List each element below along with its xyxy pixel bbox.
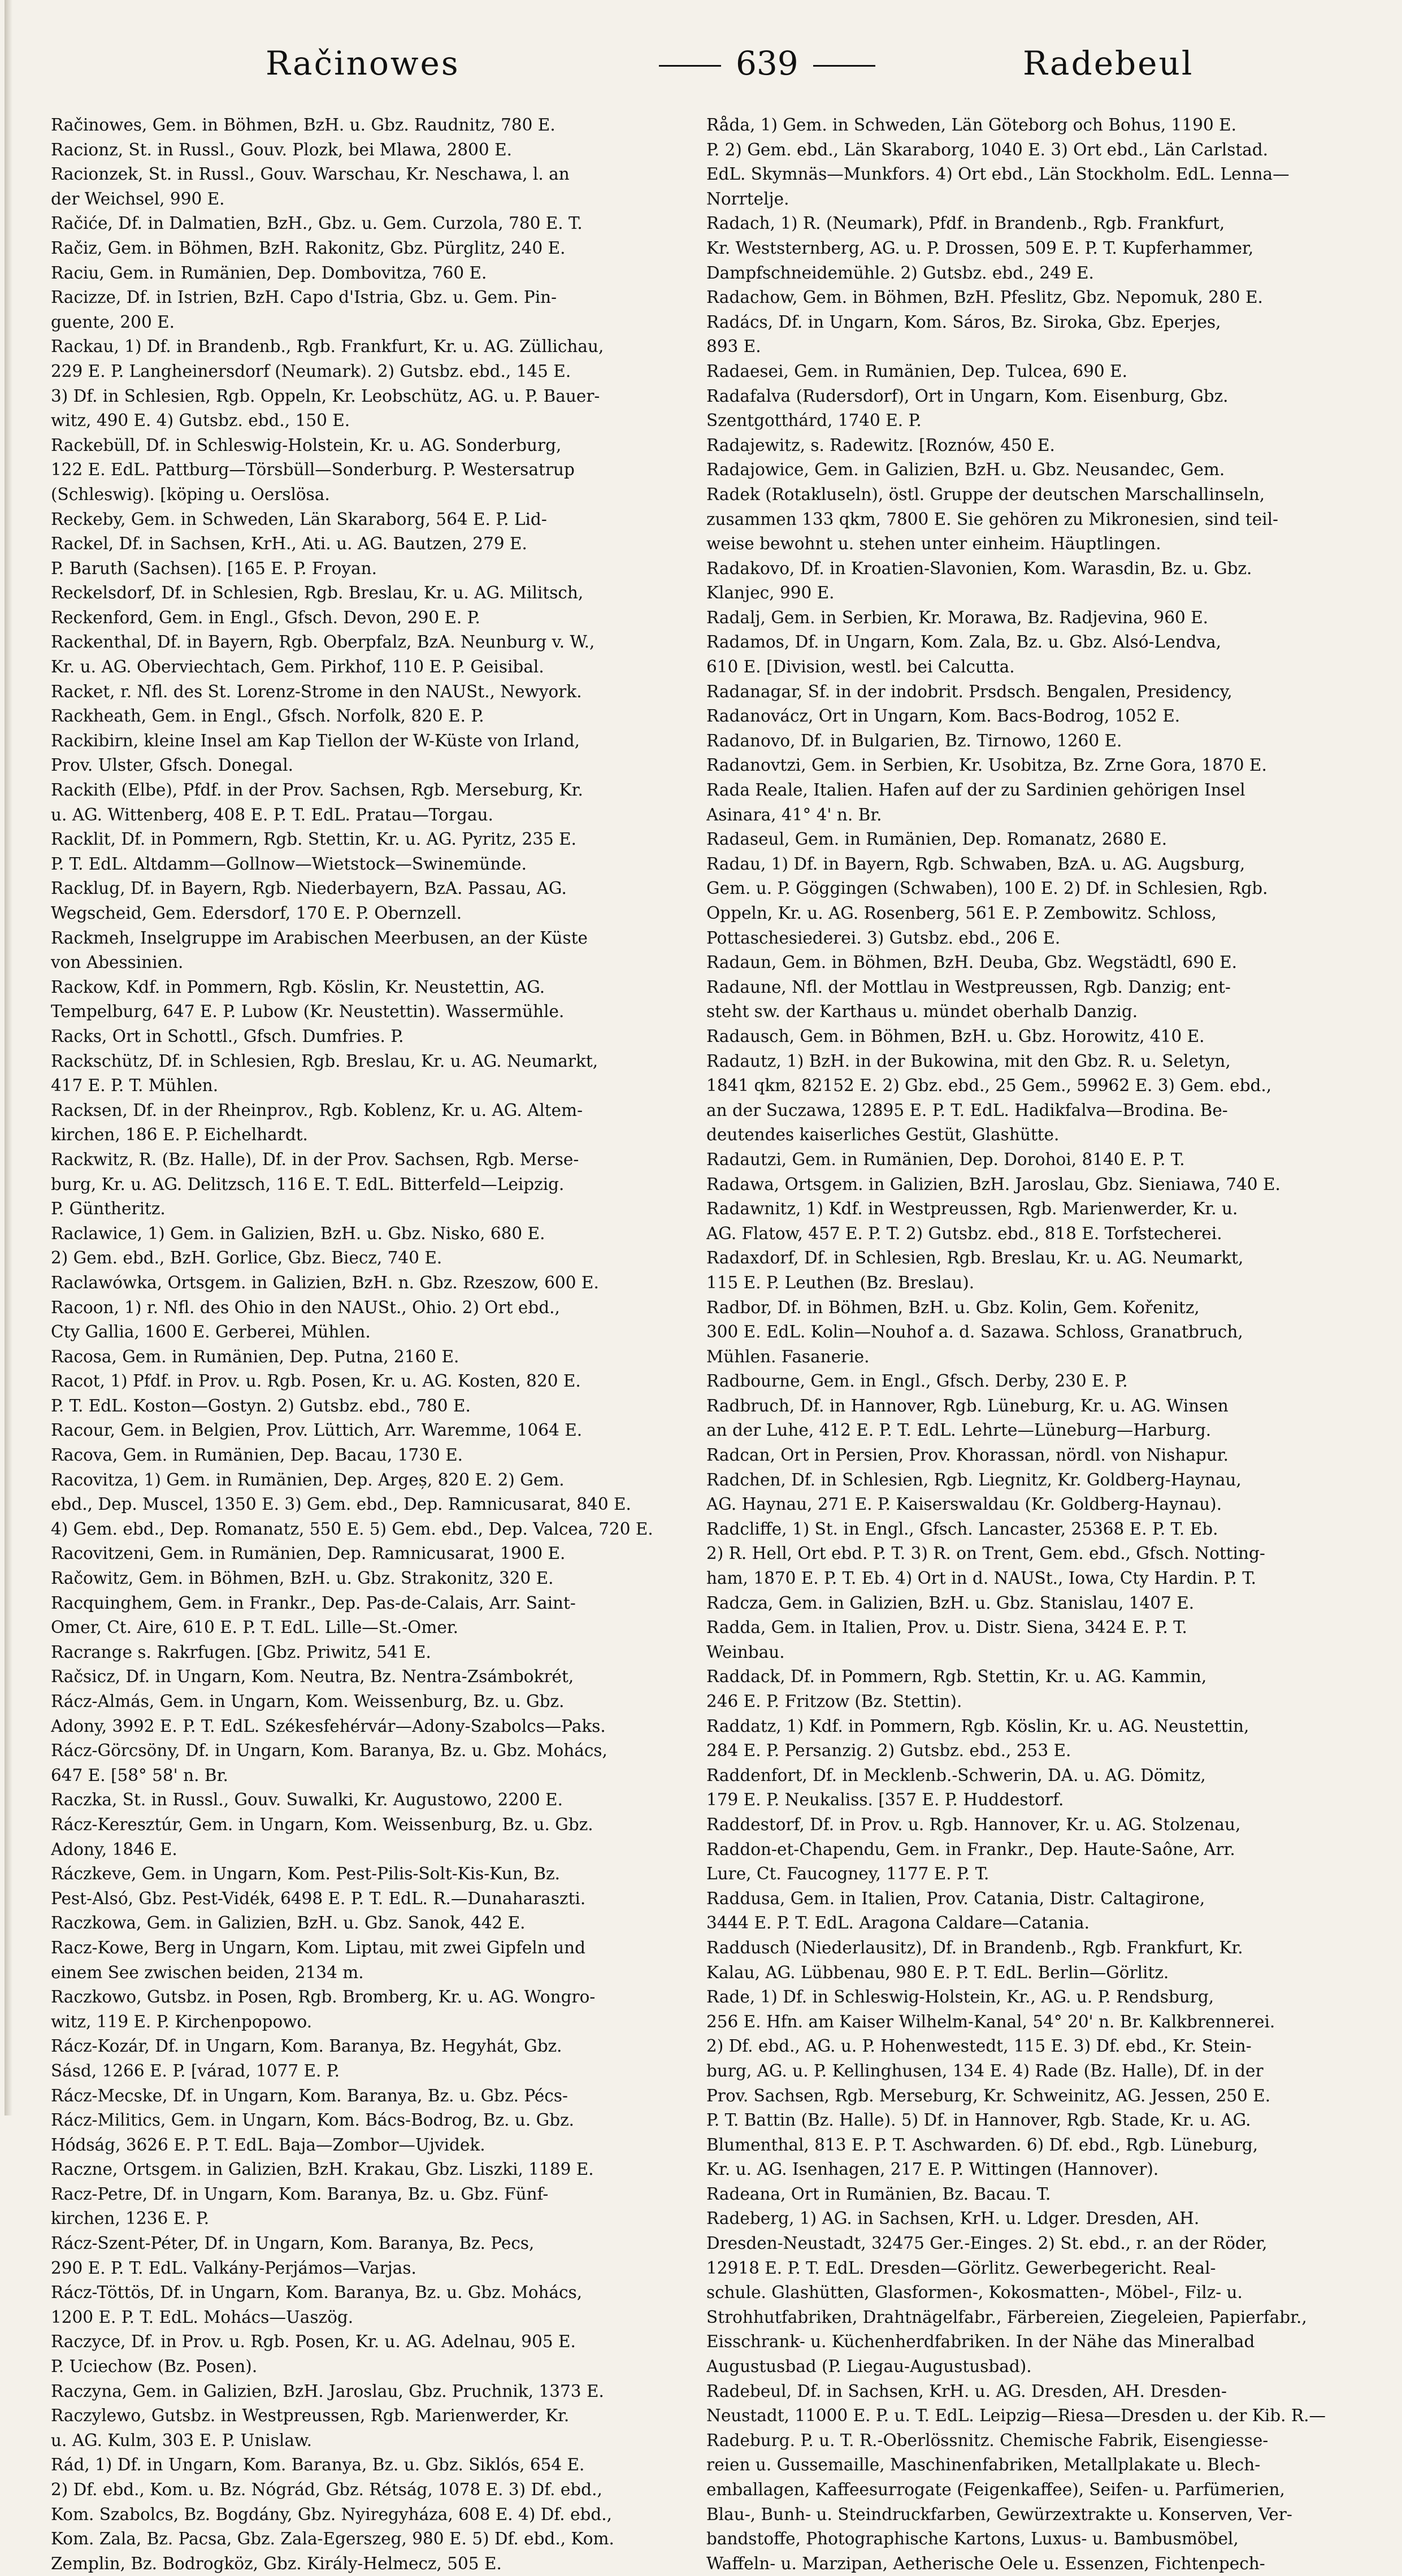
entry-line: Racksen, Df. in der Rheinprov., Rgb. Koblenz, Kr. u. AG. Altem- xyxy=(51,1100,583,1120)
entry-line: Radaxdorf, Df. in Schlesien, Rgb. Breslau, Kr. u. AG. Neumarkt, xyxy=(706,1248,1244,1268)
entry-line: witz, 119 E. P. Kirchenpopowo. xyxy=(51,2012,312,2031)
entry-line: Waffeln- u. Marzipan, Aetherische Oele u. Essenzen, Fichtenpech- xyxy=(706,2553,1265,2573)
entry-line: 284 E. P. Persanzig. 2) Gutsbz. ebd., 253 E. xyxy=(706,1741,1071,1761)
entry-line: Raczkowo, Gutsbz. in Posen, Rgb. Bromberg, Kr. u. AG. Wongro- xyxy=(51,1987,596,2007)
entry-line: Rackau, 1) Df. in Brandenb., Rgb. Frankfurt, Kr. u. AG. Züllichau, xyxy=(51,337,604,357)
entry-line: (Schleswig). [köping u. Oerslösa. xyxy=(51,484,330,504)
entry-line: Tempelburg, 647 E. P. Lubow (Kr. Neustettin). Wassermühle. xyxy=(51,1002,565,1022)
entry-line: Pottaschesiederei. 3) Gutsbz. ebd., 206 E. xyxy=(706,928,1061,948)
entry-line: Rácz-Keresztúr, Gem. in Ungarn, Kom. Weissenburg, Bz. u. Gbz. xyxy=(51,1814,593,1834)
entry-line: Radcliffe, 1) St. in Engl., Gfsch. Lancaster, 25368 E. P. T. Eb. xyxy=(706,1519,1218,1539)
entry-line: Radeberg, 1) AG. in Sachsen, KrH. u. Ldger. Dresden, AH. xyxy=(706,2209,1200,2229)
entry-line: Racz-Kowe, Berg in Ungarn, Kom. Liptau, mit zwei Gipfeln und xyxy=(51,1938,585,1957)
entry-line: 179 E. P. Neukaliss. [357 E. P. Huddestorf. xyxy=(706,1790,1064,1810)
entry-line: Rada Reale, Italien. Hafen auf der zu Sardinien gehörigen Insel xyxy=(706,780,1245,800)
entry-line: Racizze, Df. in Istrien, BzH. Capo d'Istria, Gbz. u. Gem. Pin- xyxy=(51,288,557,307)
entry-line: Radbourne, Gem. in Engl., Gfsch. Derby, 230 E. P. xyxy=(706,1371,1128,1391)
entry-line: Racklug, Df. in Bayern, Rgb. Niederbayern, BzA. Passau, AG. xyxy=(51,879,567,898)
entry-line: Zemplin, Bz. Bodrogköz, Gbz. Király-Helmecz, 505 E. xyxy=(51,2553,502,2573)
entry-line: Prov. Sachsen, Rgb. Merseburg, Kr. Schweinitz, AG. Jessen, 250 E. xyxy=(706,2086,1271,2105)
entry-line: Radalj, Gem. in Serbien, Kr. Morawa, Bz. Radjevina, 960 E. xyxy=(706,607,1209,627)
entry-line: Radaesei, Gem. in Rumänien, Dep. Tulcea, 690 E. xyxy=(706,361,1127,381)
entry-line: Rácz-Szent-Péter, Df. in Ungarn, Kom. Baranya, Bz. Pecs, xyxy=(51,2234,535,2253)
entry-line: Radács, Df. in Ungarn, Kom. Sáros, Bz. Siroka, Gbz. Eperjes, xyxy=(706,312,1221,332)
entry-line: Omer, Ct. Aire, 610 E. P. T. EdL. Lille—St.-Omer. xyxy=(51,1618,459,1637)
entry-line: Kr. u. AG. Isenhagen, 217 E. P. Wittingen (Hannover). xyxy=(706,2160,1159,2179)
entry-line: Radek (Rotakluseln), östl. Gruppe der deutschen Marschallinseln, xyxy=(706,484,1265,504)
entry-line: P. T. Battin (Bz. Halle). 5) Df. in Hannover, Rgb. Stade, Kr. u. AG. xyxy=(706,2110,1251,2130)
entry-line: Pest-Alsó, Gbz. Pest-Vidék, 6498 E. P. T. EdL. R.—Dunaharaszti. xyxy=(51,1888,586,1908)
entry-line: 115 E. P. Leuthen (Bz. Breslau). xyxy=(706,1272,975,1292)
entry-line: Raddusa, Gem. in Italien, Prov. Catania, Distr. Caltagirone, xyxy=(706,1888,1205,1908)
entry-line: einem See zwischen beiden, 2134 m. xyxy=(51,1962,364,1982)
entry-line: 122 E. EdL. Pattburg—Törsbüll—Sonderburg. P. Westersatrup xyxy=(51,460,575,480)
entry-line: P. Baruth (Sachsen). [165 E. P. Froyan. xyxy=(51,558,377,578)
entry-line: Dresden-Neustadt, 32475 Ger.-Einges. 2) St. ebd., r. an der Röder, xyxy=(706,2234,1268,2253)
entry-line: Radausch, Gem. in Böhmen, BzH. u. Gbz. Horowitz, 410 E. xyxy=(706,1026,1205,1046)
header-last-entry: Radebeul xyxy=(1023,44,1194,82)
entry-line: Rackebüll, Df. in Schleswig-Holstein, Kr. u. AG. Sonderburg, xyxy=(51,435,562,455)
entry-line: an der Luhe, 412 E. P. T. EdL. Lehrte—Lüneburg—Harburg. xyxy=(706,1421,1212,1440)
entry-line: Rackmeh, Inselgruppe im Arabischen Meerbusen, an der Küste xyxy=(51,928,588,948)
entry-line: von Abessinien. xyxy=(51,953,184,972)
entry-line: Racoon, 1) r. Nfl. des Ohio in den NAUSt., Ohio. 2) Ort ebd., xyxy=(51,1297,560,1317)
entry-line: Reckeby, Gem. in Schweden, Län Skaraborg, 564 E. P. Lid- xyxy=(51,509,547,529)
entry-line: Racks, Ort in Schottl., Gfsch. Dumfries. P. xyxy=(51,1026,404,1046)
entry-line: Asinara, 41° 4' n. Br. xyxy=(706,805,882,824)
entry-line: guente, 200 E. xyxy=(51,312,175,332)
entry-line: Rackheath, Gem. in Engl., Gfsch. Norfolk, 820 E. P. xyxy=(51,706,484,726)
entry-line: Oppeln, Kr. u. AG. Rosenberg, 561 E. P. Zembowitz. Schloss, xyxy=(706,903,1217,923)
entry-line: Raczyna, Gem. in Galizien, BzH. Jaroslau, Gbz. Pruchnik, 1373 E. xyxy=(51,2381,604,2401)
entry-line: Racova, Gem. in Rumänien, Dep. Bacau, 1730 E. xyxy=(51,1445,463,1465)
header-rule-right xyxy=(813,65,875,67)
entry-line: P. Güntheritz. xyxy=(51,1199,166,1219)
entry-line: Kr. Weststernberg, AG. u. P. Drossen, 509 E. P. T. Kupferhammer, xyxy=(706,238,1254,258)
entry-line: Augustusbad (P. Liegau-Augustusbad). xyxy=(706,2357,1032,2377)
running-header xyxy=(79,44,1322,106)
entry-line: Racosa, Gem. in Rumänien, Dep. Putna, 2160 E. xyxy=(51,1346,459,1366)
entry-line: Radanovácz, Ort in Ungarn, Kom. Bacs-Bodrog, 1052 E. xyxy=(706,706,1180,726)
entry-line: 256 E. Hfn. am Kaiser Wilhelm-Kanal, 54° 20' n. Br. Kalkbrennerei. xyxy=(706,2012,1275,2031)
entry-line: EdL. Skymnäs—Munkfors. 4) Ort ebd., Län Stockholm. EdL. Lenna— xyxy=(706,164,1290,184)
entry-line: Kom. Szabolcs, Bz. Bogdány, Gbz. Nyiregyháza, 608 E. 4) Df. ebd., xyxy=(51,2504,612,2524)
entry-line: Cty Gallia, 1600 E. Gerberei, Mühlen. xyxy=(51,1322,371,1342)
entry-line: zusammen 133 qkm, 7800 E. Sie gehören zu Mikronesien, sind teil- xyxy=(706,509,1279,529)
entry-line: Radau, 1) Df. in Bayern, Rgb. Schwaben, BzA. u. AG. Augsburg, xyxy=(706,854,1245,874)
entry-line: Radanagar, Sf. in der indobrit. Prsdsch. Bengalen, Presidency, xyxy=(706,681,1232,701)
entry-line: P. Uciechow (Bz. Posen). xyxy=(51,2357,258,2377)
entry-line: Rackenthal, Df. in Bayern, Rgb. Oberpfalz, BzA. Neunburg v. W., xyxy=(51,632,595,652)
entry-line: reien u. Gussemaille, Maschinenfabriken, Metallplakate u. Blech- xyxy=(706,2455,1261,2475)
entry-line: P. 2) Gem. ebd., Län Skaraborg, 1040 E. 3) Ort ebd., Län Carlstad. xyxy=(706,140,1269,159)
entry-line: 893 E. xyxy=(706,337,761,357)
entry-line: P. T. EdL. Altdamm—Gollnow—Wietstock—Swinemünde. xyxy=(51,854,527,874)
entry-line: Raczylewo, Gutsbz. in Westpreussen, Rgb. Marienwerder, Kr. xyxy=(51,2406,570,2426)
entry-line: Reckenford, Gem. in Engl., Gfsch. Devon, 290 E. P. xyxy=(51,607,480,627)
entry-line: Szentgotthárd, 1740 E. P. xyxy=(706,411,922,431)
entry-line: 2) Df. ebd., AG. u. P. Hohenwestedt, 115 E. 3) Df. ebd., Kr. Stein- xyxy=(706,2036,1252,2056)
entry-line: AG. Flatow, 457 E. P. T. 2) Gutsbz. ebd., 818 E. Torfstecherei. xyxy=(706,1223,1222,1243)
entry-line: 1200 E. P. T. EdL. Mohács—Uaszög. xyxy=(51,2307,354,2327)
entry-line: Sásd, 1266 E. P. [várad, 1077 E. P. xyxy=(51,2061,340,2080)
entry-line: 2) Gem. ebd., BzH. Gorlice, Gbz. Biecz, 740 E. xyxy=(51,1248,442,1268)
entry-line: Račiće, Df. in Dalmatien, BzH., Gbz. u. Gem. Curzola, 780 E. T. xyxy=(51,214,583,233)
entry-line: Racionzek, St. in Russl., Gouv. Warschau, Kr. Neschawa, l. an xyxy=(51,164,570,184)
entry-line: Mühlen. Fasanerie. xyxy=(706,1346,870,1366)
entry-line: Rácz-Militics, Gem. in Ungarn, Kom. Bács-Bodrog, Bz. u. Gbz. xyxy=(51,2110,575,2130)
entry-line: 2) Df. ebd., Kom. u. Bz. Nógrád, Gbz. Rétság, 1078 E. 3) Df. ebd., xyxy=(51,2480,602,2499)
entry-line: Radcan, Ort in Persien, Prov. Khorassan, nördl. von Nishapur. xyxy=(706,1445,1229,1465)
entry-line: Raczka, St. in Russl., Gouv. Suwalki, Kr. Augustowo, 2200 E. xyxy=(51,1790,563,1810)
entry-line: Radaseul, Gem. in Rumänien, Dep. Romanatz, 2680 E. xyxy=(706,829,1167,849)
page-edge-shadow xyxy=(5,0,12,2115)
entry-line: Radbruch, Df. in Hannover, Rgb. Lüneburg, Kr. u. AG. Winsen xyxy=(706,1396,1229,1415)
entry-line: schule. Glashütten, Glasformen-, Kokosmatten-, Möbel-, Filz- u. xyxy=(706,2283,1243,2303)
entry-line: Radchen, Df. in Schlesien, Rgb. Liegnitz, Kr. Goldberg-Haynau, xyxy=(706,1470,1242,1489)
entry-line: Raclawówka, Ortsgem. in Galizien, BzH. n. Gbz. Rzeszow, 600 E. xyxy=(51,1272,599,1292)
entry-line: Radafalva (Rudersdorf), Ort in Ungarn, Kom. Eisenburg, Gbz. xyxy=(706,386,1229,406)
entry-line: Rackow, Kdf. in Pommern, Rgb. Köslin, Kr. Neustettin, AG. xyxy=(51,977,545,997)
entry-line: Raciu, Gem. in Rumänien, Dep. Dombovitza, 760 E. xyxy=(51,263,487,283)
entry-line: 4) Gem. ebd., Dep. Romanatz, 550 E. 5) Gem. ebd., Dep. Valcea, 720 E. xyxy=(51,1519,653,1539)
entry-line: Blumenthal, 813 E. P. T. Aschwarden. 6) Df. ebd., Rgb. Lüneburg, xyxy=(706,2135,1258,2154)
entry-line: Raddusch (Niederlausitz), Df. in Brandenb., Rgb. Frankfurt, Kr. xyxy=(706,1938,1243,1957)
header-rule-left xyxy=(659,65,721,67)
entry-line: der Weichsel, 990 E. xyxy=(51,189,225,208)
entry-line: 12918 E. P. T. EdL. Dresden—Görlitz. Gewerbegericht. Real- xyxy=(706,2258,1216,2278)
entry-line: steht sw. der Karthaus u. mündet oberhalb Danzig. xyxy=(706,1002,1138,1022)
entry-line: Racz-Petre, Df. in Ungarn, Kom. Baranya, Bz. u. Gbz. Fünf- xyxy=(51,2184,549,2204)
entry-line: Radanovo, Df. in Bulgarien, Bz. Tirnowo, 1260 E. xyxy=(706,731,1122,750)
entry-line: Raclawice, 1) Gem. in Galizien, BzH. u. Gbz. Nisko, 680 E. xyxy=(51,1223,545,1243)
entry-line: deutendes kaiserliches Gestüt, Glashütte. xyxy=(706,1125,1060,1145)
entry-line: Rackwitz, R. (Bz. Halle), Df. in der Prov. Sachsen, Rgb. Merse- xyxy=(51,1149,579,1169)
entry-line: Rácz-Görcsöny, Df. in Ungarn, Kom. Baranya, Bz. u. Gbz. Mohács, xyxy=(51,1741,607,1761)
entry-line: Radautzi, Gem. in Rumänien, Dep. Dorohoi, 8140 E. P. T. xyxy=(706,1149,1185,1169)
entry-line: Neustadt, 11000 E. P. u. T. EdL. Leipzig—Riesa—Dresden u. der Kib. R.— xyxy=(706,2406,1326,2426)
entry-line: Racot, 1) Pfdf. in Prov. u. Rgb. Posen, Kr. u. AG. Kosten, 820 E. xyxy=(51,1371,581,1391)
entry-line: Eisschrank- u. Küchenherdfabriken. In der Nähe das Mineralbad xyxy=(706,2332,1255,2352)
entry-line: bandstoffe, Photographische Kartons, Luxus- u. Bambusmöbel, xyxy=(706,2529,1239,2549)
entry-line: Lure, Ct. Faucogney, 1177 E. P. T. xyxy=(706,1864,989,1884)
entry-line: ebd., Dep. Muscel, 1350 E. 3) Gem. ebd., Dep. Ramnicusarat, 840 E. xyxy=(51,1495,631,1514)
entry-line: Kr. u. AG. Oberviechtach, Gem. Pirkhof, 110 E. P. Geisibal. xyxy=(51,657,544,677)
entry-line: Račiz, Gem. in Böhmen, BzH. Rakonitz, Gbz. Pürglitz, 240 E. xyxy=(51,238,566,258)
entry-line: Radachow, Gem. in Böhmen, BzH. Pfeslitz, Gbz. Nepomuk, 280 E. xyxy=(706,288,1263,307)
entry-line: 1841 qkm, 82152 E. 2) Gbz. ebd., 25 Gem., 59962 E. 3) Gem. ebd., xyxy=(706,1076,1272,1096)
entry-line: 229 E. P. Langheinersdorf (Neumark). 2) Gutsbz. ebd., 145 E. xyxy=(51,361,571,381)
entry-line: 610 E. [Division, westl. bei Calcutta. xyxy=(706,657,1015,677)
entry-line: Radebeul, Df. in Sachsen, KrH. u. AG. Dresden, AH. Dresden- xyxy=(706,2381,1227,2401)
entry-line: Radbor, Df. in Böhmen, BzH. u. Gbz. Kolin, Gem. Kořenitz, xyxy=(706,1297,1200,1317)
entry-line: Račinowes, Gem. in Böhmen, BzH. u. Gbz. Raudnitz, 780 E. xyxy=(51,115,555,134)
entry-line: Raczyce, Df. in Prov. u. Rgb. Posen, Kr. u. AG. Adelnau, 905 E. xyxy=(51,2332,576,2352)
entry-line: Rácz-Töttös, Df. in Ungarn, Kom. Baranya, Bz. u. Gbz. Mohács, xyxy=(51,2283,583,2303)
entry-line: Raddon-et-Chapendu, Gem. in Frankr., Dep. Haute-Saône, Arr. xyxy=(706,1839,1235,1859)
entry-line: Ráczkeve, Gem. in Ungarn, Kom. Pest-Pilis-Solt-Kis-Kun, Bz. xyxy=(51,1864,560,1884)
entry-line: Radeburg. P. u. T. R.-Oberlössnitz. Chemische Fabrik, Eisengiesse- xyxy=(706,2430,1269,2450)
entry-line: Rackel, Df. in Sachsen, KrH., Ati. u. AG. Bautzen, 279 E. xyxy=(51,534,527,554)
entry-line: Råda, 1) Gem. in Schweden, Län Göteborg och Bohus, 1190 E. xyxy=(706,115,1237,134)
entry-line: an der Suczawa, 12895 E. P. T. EdL. Hadikfalva—Brodina. Be- xyxy=(706,1100,1228,1120)
entry-line: u. AG. Wittenberg, 408 E. P. T. EdL. Pratau—Torgau. xyxy=(51,805,493,824)
entry-line: Adony, 3992 E. P. T. EdL. Székesfehérvár—Adony-Szabolcs—Paks. xyxy=(51,1716,606,1736)
entry-line: Klanjec, 990 E. xyxy=(706,583,835,603)
header-first-entry: Račinowes xyxy=(266,44,460,82)
entry-line: Blau-, Bunh- u. Steindruckfarben, Gewürzextrakte u. Konserven, Ver- xyxy=(706,2504,1292,2524)
entry-line: witz, 490 E. 4) Gutsbz. ebd., 150 E. xyxy=(51,411,350,431)
entry-line: 2) R. Hell, Ort ebd. P. T. 3) R. on Trent, Gem. ebd., Gfsch. Notting- xyxy=(706,1544,1265,1563)
entry-line: Strohhutfabriken, Drahtnägelfabr., Färbereien, Ziegeleien, Papierfabr., xyxy=(706,2307,1307,2327)
entry-line: burg, Kr. u. AG. Delitzsch, 116 E. T. EdL. Bitterfeld—Leipzig. xyxy=(51,1174,565,1194)
entry-line: Radach, 1) R. (Neumark), Pfdf. in Brandenb., Rgb. Frankfurt, xyxy=(706,214,1225,233)
entry-line: Račowitz, Gem. in Böhmen, BzH. u. Gbz. Strakonitz, 320 E. xyxy=(51,1569,554,1588)
entry-line: Hódság, 3626 E. P. T. EdL. Baja—Zombor—Ujvidek. xyxy=(51,2135,485,2154)
entry-line: Norrtelje. xyxy=(706,189,789,208)
entry-line: Radamos, Df. in Ungarn, Kom. Zala, Bz. u. Gbz. Alsó-Lendva, xyxy=(706,632,1222,652)
entry-line: Radajowice, Gem. in Galizien, BzH. u. Gbz. Neusandec, Gem. xyxy=(706,460,1225,480)
entry-line: Racquinghem, Gem. in Frankr., Dep. Pas-de-Calais, Arr. Saint- xyxy=(51,1593,576,1613)
entry-line: Raddatz, 1) Kdf. in Pommern, Rgb. Köslin, Kr. u. AG. Neustettin, xyxy=(706,1716,1249,1736)
entry-line: AG. Haynau, 271 E. P. Kaiserswaldau (Kr. Goldberg-Haynau). xyxy=(706,1495,1222,1514)
entry-line: Racovitzeni, Gem. in Rumänien, Dep. Ramnicusarat, 1900 E. xyxy=(51,1544,566,1563)
entry-line: Weinbau. xyxy=(706,1642,785,1662)
entry-line: weise bewohnt u. stehen unter einheim. Häuptlingen. xyxy=(706,534,1161,554)
entry-line: Rád, 1) Df. in Ungarn, Kom. Baranya, Bz. u. Gbz. Siklós, 654 E. xyxy=(51,2455,585,2475)
entry-line: Raczkowa, Gem. in Galizien, BzH. u. Gbz. Sanok, 442 E. xyxy=(51,1913,526,1933)
page-number-block xyxy=(644,44,890,82)
entry-line: Racour, Gem. in Belgien, Prov. Lüttich, Arr. Waremme, 1064 E. xyxy=(51,1421,583,1440)
entry-line: Raddenfort, Df. in Mecklenb.-Schwerin, DA. u. AG. Dömitz, xyxy=(706,1765,1206,1785)
entry-line: Racklit, Df. in Pommern, Rgb. Stettin, Kr. u. AG. Pyritz, 235 E. xyxy=(51,829,577,849)
entry-line: Prov. Ulster, Gfsch. Donegal. xyxy=(51,755,294,775)
entry-line: 300 E. EdL. Kolin—Nouhof a. d. Sazawa. Schloss, Granatbruch, xyxy=(706,1322,1243,1342)
entry-line: Adony, 1846 E. xyxy=(51,1839,177,1859)
entry-line: Radcza, Gem. in Galizien, BzH. u. Gbz. Stanislau, 1407 E. xyxy=(706,1593,1195,1613)
entry-line: 417 E. P. T. Mühlen. xyxy=(51,1076,219,1096)
entry-line: emballagen, Kaffeesurrogate (Feigenkaffee), Seifen- u. Parfümerien, xyxy=(706,2480,1285,2499)
entry-line: u. AG. Kulm, 303 E. P. Unislaw. xyxy=(51,2430,312,2450)
entry-line: Gem. u. P. Göggingen (Schwaben), 100 E. 2) Df. in Schlesien, Rgb. xyxy=(706,879,1268,898)
page-number: 639 xyxy=(736,44,798,82)
entry-line: Dampfschneidemühle. 2) Gutsbz. ebd., 249 E. xyxy=(706,263,1094,283)
entry-line: Rácz-Mecske, Df. in Ungarn, Kom. Baranya, Bz. u. Gbz. Pécs- xyxy=(51,2086,568,2105)
entry-line: Radanovtzi, Gem. in Serbien, Kr. Usobitza, Bz. Zrne Gora, 1870 E. xyxy=(706,755,1267,775)
entry-line: Radawnitz, 1) Kdf. in Westpreussen, Rgb. Marienwerder, Kr. u. xyxy=(706,1199,1238,1219)
entry-line: Radaun, Gem. in Böhmen, BzH. Deuba, Gbz. Wegstädtl, 690 E. xyxy=(706,953,1238,972)
entry-line: Rade, 1) Df. in Schleswig-Holstein, Kr., AG. u. P. Rendsburg, xyxy=(706,1987,1214,2007)
entry-line: Kalau, AG. Lübbenau, 980 E. P. T. EdL. Berlin—Görlitz. xyxy=(706,1962,1169,1982)
entry-line: Radajewitz, s. Radewitz. [Roznów, 450 E. xyxy=(706,435,1055,455)
entry-line: 3) Df. in Schlesien, Rgb. Oppeln, Kr. Leobschütz, AG. u. P. Bauer- xyxy=(51,386,600,406)
entry-line: Radautz, 1) BzH. in der Bukowina, mit den Gbz. R. u. Seletyn, xyxy=(706,1051,1231,1071)
entry-line: Wegscheid, Gem. Edersdorf, 170 E. P. Obernzell. xyxy=(51,903,462,923)
entry-line: 647 E. [58° 58' n. Br. xyxy=(51,1765,228,1785)
entry-line: Rácz-Almás, Gem. in Ungarn, Kom. Weissenburg, Bz. u. Gbz. xyxy=(51,1692,565,1711)
entry-line: Rackschütz, Df. in Schlesien, Rgb. Breslau, Kr. u. AG. Neumarkt, xyxy=(51,1051,598,1071)
entry-line: 3444 E. P. T. EdL. Aragona Caldare—Catania. xyxy=(706,1913,1090,1933)
entry-line: Rackith (Elbe), Pfdf. in der Prov. Sachsen, Rgb. Merseburg, Kr. xyxy=(51,780,583,800)
entry-line: Racket, r. Nfl. des St. Lorenz-Strome in den NAUSt., Newyork. xyxy=(51,681,582,701)
entry-line: Kom. Zala, Bz. Pacsa, Gbz. Zala-Egerszeg, 980 E. 5) Df. ebd., Kom. xyxy=(51,2529,614,2549)
entry-line: Rackibirn, kleine Insel am Kap Tiellon der W-Küste von Irland, xyxy=(51,731,580,750)
entry-line: ham, 1870 E. P. T. Eb. 4) Ort in d. NAUSt., Iowa, Cty Hardin. P. T. xyxy=(706,1569,1257,1588)
entry-line: 290 E. P. T. EdL. Valkány-Perjámos—Varjas. xyxy=(51,2258,416,2278)
entry-line: Račsicz, Df. in Ungarn, Kom. Neutra, Bz. Nentra-Zsámbokrét, xyxy=(51,1667,574,1687)
entry-line: Radda, Gem. in Italien, Prov. u. Distr. Siena, 3424 E. P. T. xyxy=(706,1618,1187,1637)
entry-line: burg, AG. u. P. Kellinghusen, 134 E. 4) Rade (Bz. Halle), Df. in der xyxy=(706,2061,1264,2080)
entry-line: Raddestorf, Df. in Prov. u. Rgb. Hannover, Kr. u. AG. Stolzenau, xyxy=(706,1814,1241,1834)
entry-line: Radeana, Ort in Rumänien, Bz. Bacau. T. xyxy=(706,2184,1051,2204)
entry-line: 246 E. P. Fritzow (Bz. Stettin). xyxy=(706,1692,962,1711)
entry-line: Rácz-Kozár, Df. in Ungarn, Kom. Baranya, Bz. Hegyhát, Gbz. xyxy=(51,2036,562,2056)
entry-line: kirchen, 186 E. P. Eichelhardt. xyxy=(51,1125,308,1145)
entry-line: Reckelsdorf, Df. in Schlesien, Rgb. Breslau, Kr. u. AG. Militsch, xyxy=(51,583,584,603)
left-column xyxy=(51,113,689,2576)
entry-line: Radaune, Nfl. der Mottlau in Westpreussen, Rgb. Danzig; ent- xyxy=(706,977,1231,997)
entry-line: Racovitza, 1) Gem. in Rumänien, Dep. Argeș, 820 E. 2) Gem. xyxy=(51,1470,565,1489)
entry-line: Radawa, Ortsgem. in Galizien, BzH. Jaroslau, Gbz. Sieniawa, 740 E. xyxy=(706,1174,1281,1194)
entry-line: Raczne, Ortsgem. in Galizien, BzH. Krakau, Gbz. Liszki, 1189 E. xyxy=(51,2160,594,2179)
entry-line: Raddack, Df. in Pommern, Rgb. Stettin, Kr. u. AG. Kammin, xyxy=(706,1667,1207,1687)
entry-line: P. T. EdL. Koston—Gostyn. 2) Gutsbz. ebd., 780 E. xyxy=(51,1396,471,1415)
entry-line: Racionz, St. in Russl., Gouv. Plozk, bei Mlawa, 2800 E. xyxy=(51,140,512,159)
entry-line: kirchen, 1236 E. P. xyxy=(51,2209,210,2229)
entry-line: Radakovo, Df. in Kroatien-Slavonien, Kom. Warasdin, Bz. u. Gbz. xyxy=(706,558,1252,578)
right-column xyxy=(706,113,1345,2576)
entry-line: Racrange s. Rakrfugen. [Gbz. Priwitz, 541 E. xyxy=(51,1642,431,1662)
